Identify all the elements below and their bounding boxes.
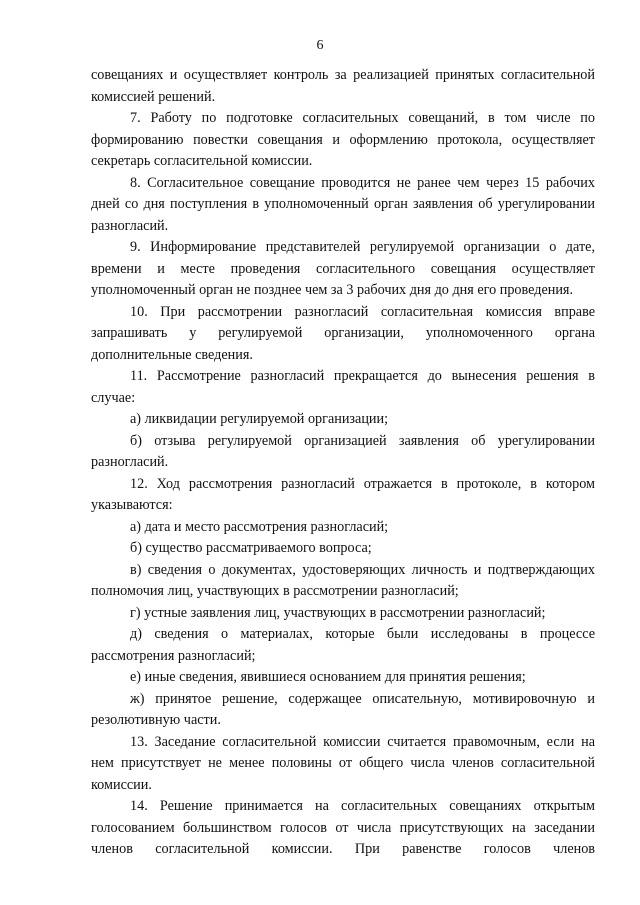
paragraph-subitem-12b: б) существо рассматриваемого вопроса; [130,540,372,556]
paragraph-item-7: 7. Работу по подготовке согласительных совещаний, в том числе по формированию повестки совещания и оформлению протокола, осуществляет секретарь согласительной комиссии. [91,110,595,169]
paragraph-item-9: 9. Информирование представителей регулируемой организации о дате, времени и месте проведения согласительного совещания осуществляет уполномоченный орган не позднее чем за 3 рабочих дня до дня его проведения. [91,239,595,298]
paragraph-subitem-12zh: ж) принятое решение, содержащее описательную, мотивировочную и резолютивную части. [91,690,595,728]
paragraph-subitem-12g: г) устные заявления лиц, участвующих в рассмотрении разногласий; [130,604,546,621]
paragraph-continuation: совещаниях и осуществляет контроль за реализацией принятых согласительной комиссией решений. [91,67,595,105]
page-number: 6 [316,38,324,53]
paragraph-item-11: 11. Рассмотрение разногласий прекращается до вынесения решения в случае: [91,368,595,406]
paragraph-subitem-12e: е) иные сведения, явившиеся основанием для принятия решения; [130,669,526,685]
paragraph-item-13: 13. Заседание согласительной комиссии считается правомочным, если на нем присутствует не менее половины от общего числа членов согласительной комиссии. [91,733,595,793]
paragraph-item-12: 12. Ход рассмотрения разногласий отражается в протоколе, в котором указываются: [91,475,595,513]
paragraph-subitem-12d: д) сведения о материалах, которые были исследованы в процессе рассмотрения разногласий; [91,626,595,664]
paragraph-subitem-11b: б) отзыва регулируемой организацией заявления об урегулировании разногласий. [91,432,595,470]
paragraph-subitem-11a: а) ликвидации регулируемой организации; [130,411,389,427]
document-body [91,65,595,861]
paragraph-item-14: 14. Решение принимается на согласительных совещаниях открытым голосованием большинством голосов от числа присутствующих на заседании членов согласительной комиссии. При равенстве голосов членов [91,798,595,857]
paragraph-item-8: 8. Согласительное совещание проводится не ранее чем через 15 рабочих дней со дня поступления в уполномоченный орган заявления об урегулировании разногласий. [91,174,595,234]
paragraph-subitem-12v: в) сведения о документах, удостоверяющих личность и подтверждающих полномочия лиц, участвующих в рассмотрении разногласий; [91,561,595,599]
paragraph-subitem-12a: а) дата и место рассмотрения разногласий; [130,518,389,535]
paragraph-item-10: 10. При рассмотрении разногласий согласительная комиссия вправе запрашивать у регулируемой организации, уполномоченного органа дополнительные сведения. [91,303,595,363]
